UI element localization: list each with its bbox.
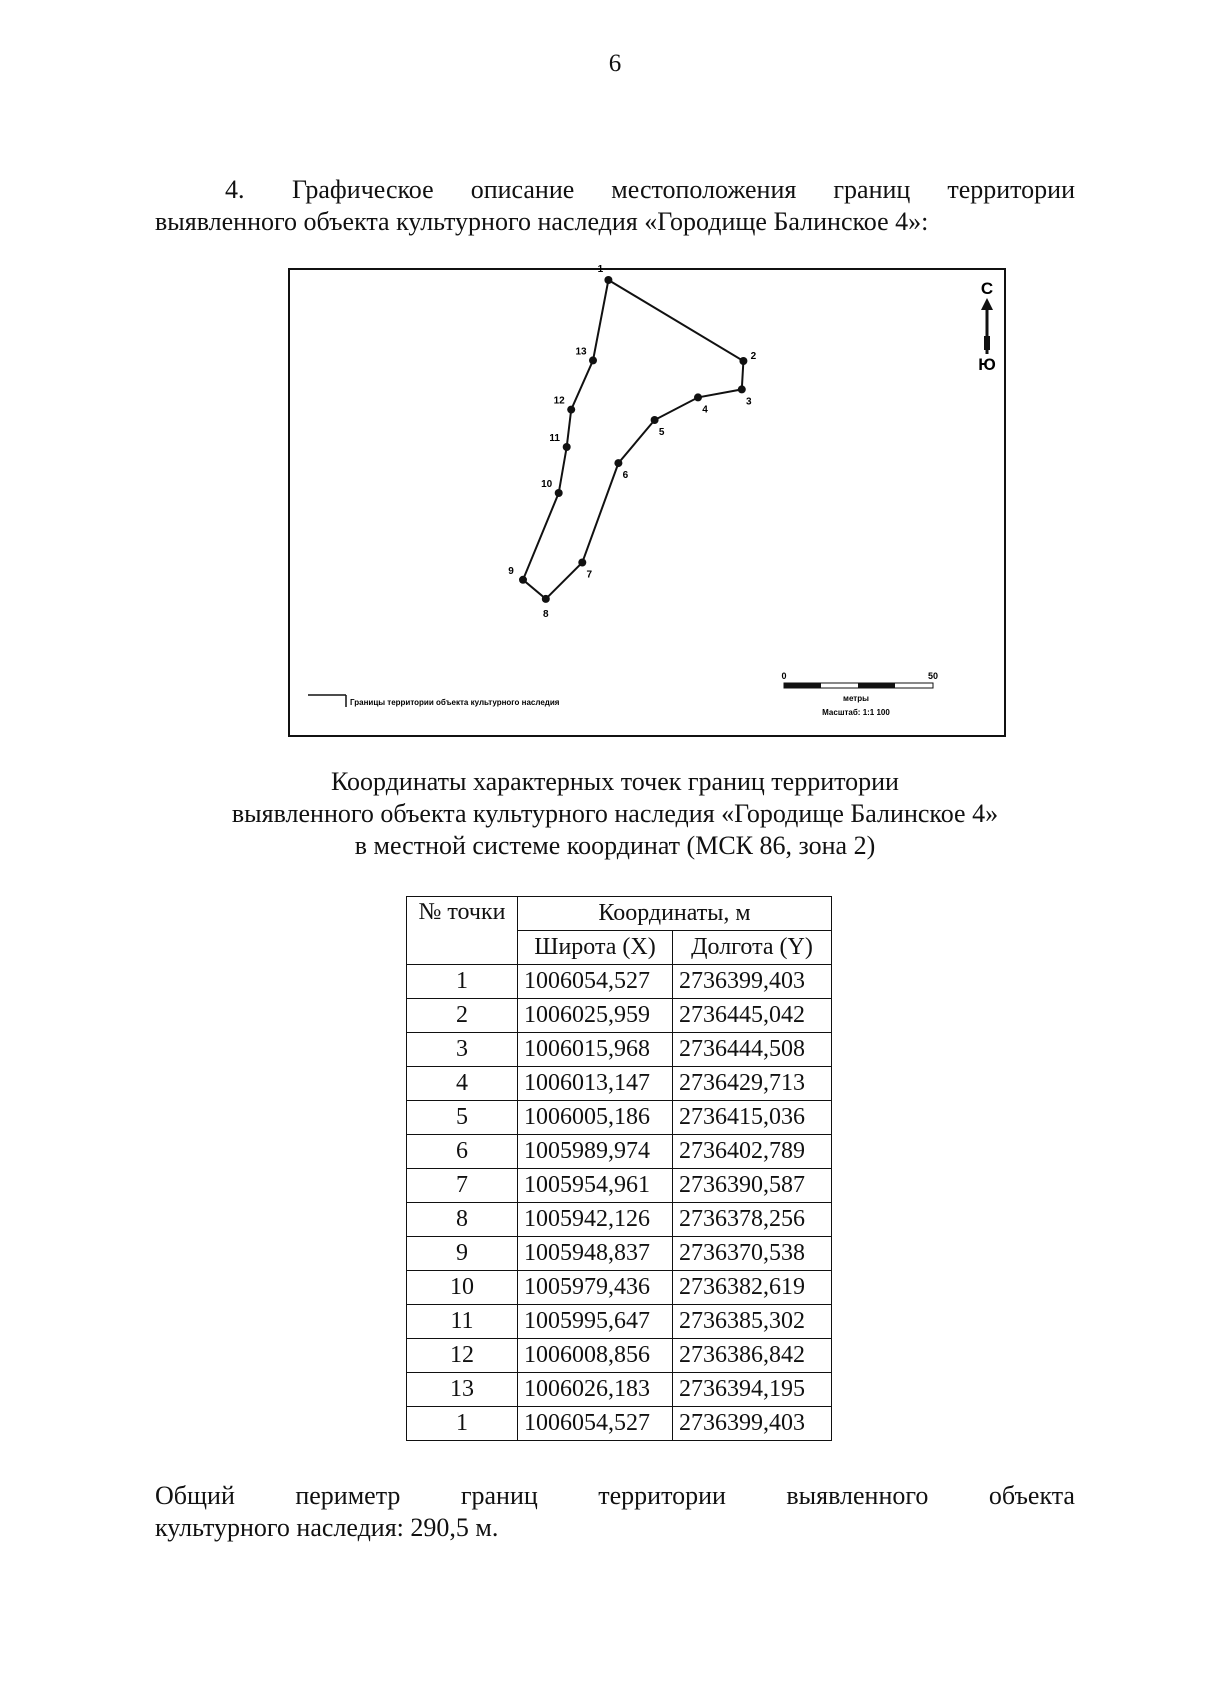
point-cell: 1 bbox=[407, 965, 518, 999]
scale-bar bbox=[781, 671, 938, 717]
latitude-cell: 1005979,436 bbox=[518, 1271, 673, 1305]
section-word: местоположения bbox=[611, 175, 797, 204]
boundary-point-label: 8 bbox=[543, 608, 549, 620]
boundary-point bbox=[604, 276, 612, 284]
table-row bbox=[407, 965, 832, 999]
boundary-point bbox=[739, 357, 747, 365]
point-cell: 12 bbox=[407, 1339, 518, 1373]
perimeter-paragraph bbox=[155, 1480, 1075, 1544]
point-cell: 4 bbox=[407, 1067, 518, 1101]
table-row bbox=[407, 1033, 832, 1067]
longitude-cell: 2736378,256 bbox=[673, 1203, 832, 1237]
point-cell: 11 bbox=[407, 1305, 518, 1339]
section-word: описание bbox=[470, 175, 575, 204]
boundary-point-label: 10 bbox=[541, 479, 553, 490]
longitude-cell: 2736385,302 bbox=[673, 1305, 832, 1339]
south-label: Ю bbox=[978, 355, 996, 374]
point-cell: 1 bbox=[407, 1407, 518, 1441]
section-word: территории bbox=[947, 175, 1075, 204]
latitude-cell: 1006008,856 bbox=[518, 1339, 673, 1373]
point-cell: 2 bbox=[407, 999, 518, 1033]
table-row bbox=[407, 1067, 832, 1101]
table-row bbox=[407, 1373, 832, 1407]
column-header-coordinates: Координаты, м bbox=[518, 897, 832, 931]
coordinates-heading-line3: в местной системе координат (МСК 86, зона 2) bbox=[354, 831, 876, 860]
longitude-cell: 2736390,587 bbox=[673, 1169, 832, 1203]
boundary-map-drawing bbox=[290, 264, 1004, 735]
boundary-point-label: 2 bbox=[750, 351, 757, 362]
boundary-point bbox=[542, 595, 550, 603]
boundary-point bbox=[738, 385, 746, 393]
latitude-cell: 1005995,647 bbox=[518, 1305, 673, 1339]
boundary-point-label: 5 bbox=[658, 427, 665, 438]
boundary-point bbox=[555, 489, 563, 497]
legend-text: Границы территории объекта культурного наследия bbox=[350, 698, 560, 707]
boundary-point-label: 13 bbox=[575, 346, 587, 358]
longitude-cell: 2736399,403 bbox=[673, 1407, 832, 1441]
perimeter-line2: культурного наследия: 290,5 м. bbox=[155, 1513, 499, 1542]
longitude-cell: 2736429,713 bbox=[673, 1067, 832, 1101]
point-cell: 13 bbox=[407, 1373, 518, 1407]
section-word: Графическое bbox=[292, 175, 434, 204]
longitude-cell: 2736415,036 bbox=[673, 1101, 832, 1135]
scale-ratio: Масштаб: 1:1 100 bbox=[822, 708, 890, 717]
point-cell: 6 bbox=[407, 1135, 518, 1169]
perimeter-word: периметр bbox=[295, 1481, 401, 1510]
longitude-cell: 2736402,789 bbox=[673, 1135, 832, 1169]
latitude-cell: 1006054,527 bbox=[518, 1407, 673, 1441]
north-arrow-icon bbox=[978, 279, 996, 374]
boundary-point bbox=[578, 559, 586, 567]
section-number: 4. bbox=[225, 175, 245, 204]
boundary-point bbox=[614, 459, 622, 467]
latitude-cell: 1006025,959 bbox=[518, 999, 673, 1033]
point-cell: 10 bbox=[407, 1271, 518, 1305]
latitude-cell: 1006015,968 bbox=[518, 1033, 673, 1067]
column-header-latitude: Широта (X) bbox=[518, 931, 673, 965]
table-row bbox=[407, 1169, 832, 1203]
page-number: 6 bbox=[608, 50, 622, 77]
section-heading bbox=[155, 174, 1075, 238]
boundary-point bbox=[589, 356, 597, 364]
map-legend bbox=[308, 695, 560, 707]
perimeter-word: выявленного bbox=[786, 1481, 929, 1510]
longitude-cell: 2736386,842 bbox=[673, 1339, 832, 1373]
table-row bbox=[407, 999, 832, 1033]
boundary-point-label: 9 bbox=[508, 565, 514, 577]
coordinates-heading-line1: Координаты характерных точек границ территории bbox=[331, 767, 899, 796]
boundary-point bbox=[563, 443, 571, 451]
latitude-cell: 1005954,961 bbox=[518, 1169, 673, 1203]
perimeter-word: территории bbox=[598, 1481, 726, 1510]
boundary-point-label: 12 bbox=[553, 395, 565, 407]
table-row bbox=[407, 1305, 832, 1339]
boundary-point-label: 11 bbox=[549, 433, 560, 444]
point-cell: 8 bbox=[407, 1203, 518, 1237]
boundary-point bbox=[694, 393, 702, 401]
perimeter-word: Общий bbox=[155, 1481, 235, 1510]
coordinates-table bbox=[406, 896, 832, 1441]
table-row bbox=[407, 1237, 832, 1271]
boundary-map bbox=[288, 264, 1006, 737]
scale-start: 0 bbox=[781, 671, 787, 681]
boundary-point-label: 7 bbox=[586, 569, 593, 581]
perimeter-word: границ bbox=[460, 1481, 538, 1510]
latitude-cell: 1006054,527 bbox=[518, 965, 673, 999]
latitude-cell: 1006026,183 bbox=[518, 1373, 673, 1407]
boundary-point-label: 3 bbox=[746, 396, 752, 408]
boundary-point bbox=[651, 416, 659, 424]
north-label: С bbox=[980, 279, 994, 298]
column-header-point: № точки bbox=[407, 897, 518, 965]
coordinates-heading-line2: выявленного объекта культурного наследия «Городище Балинское 4» bbox=[231, 799, 999, 828]
table-row bbox=[407, 1101, 832, 1135]
section-heading-line2: выявленного объекта культурного наследия «Городище Балинское 4»: bbox=[155, 207, 929, 236]
scale-end: 50 bbox=[927, 671, 939, 681]
longitude-cell: 2736370,538 bbox=[673, 1237, 832, 1271]
table-row bbox=[407, 1339, 832, 1373]
latitude-cell: 1005942,126 bbox=[518, 1203, 673, 1237]
longitude-cell: 2736382,619 bbox=[673, 1271, 832, 1305]
boundary-point-label: 6 bbox=[622, 470, 629, 482]
column-header-longitude: Долгота (Y) bbox=[673, 931, 832, 965]
boundary-point bbox=[567, 406, 575, 414]
point-cell: 3 bbox=[407, 1033, 518, 1067]
coordinates-heading bbox=[0, 766, 1230, 862]
latitude-cell: 1006005,186 bbox=[518, 1101, 673, 1135]
perimeter-word: объекта bbox=[988, 1481, 1075, 1510]
latitude-cell: 1005948,837 bbox=[518, 1237, 673, 1271]
perimeter-line1 bbox=[155, 1480, 1075, 1512]
table-row bbox=[407, 1135, 832, 1169]
point-cell: 7 bbox=[407, 1169, 518, 1203]
table-row bbox=[407, 1203, 832, 1237]
point-cell: 5 bbox=[407, 1101, 518, 1135]
longitude-cell: 2736399,403 bbox=[673, 965, 832, 999]
section-heading-line1 bbox=[155, 174, 1075, 206]
longitude-cell: 2736394,195 bbox=[673, 1373, 832, 1407]
section-word: границ bbox=[833, 175, 911, 204]
table-row bbox=[407, 1407, 832, 1441]
point-cell: 9 bbox=[407, 1237, 518, 1271]
scale-unit: метры bbox=[843, 694, 869, 703]
latitude-cell: 1005989,974 bbox=[518, 1135, 673, 1169]
boundary-point-label: 4 bbox=[702, 404, 708, 416]
longitude-cell: 2736445,042 bbox=[673, 999, 832, 1033]
table-row bbox=[407, 1271, 832, 1305]
latitude-cell: 1006013,147 bbox=[518, 1067, 673, 1101]
boundary-point-label: 1 bbox=[597, 264, 604, 275]
boundary-point bbox=[519, 576, 527, 584]
longitude-cell: 2736444,508 bbox=[673, 1033, 832, 1067]
